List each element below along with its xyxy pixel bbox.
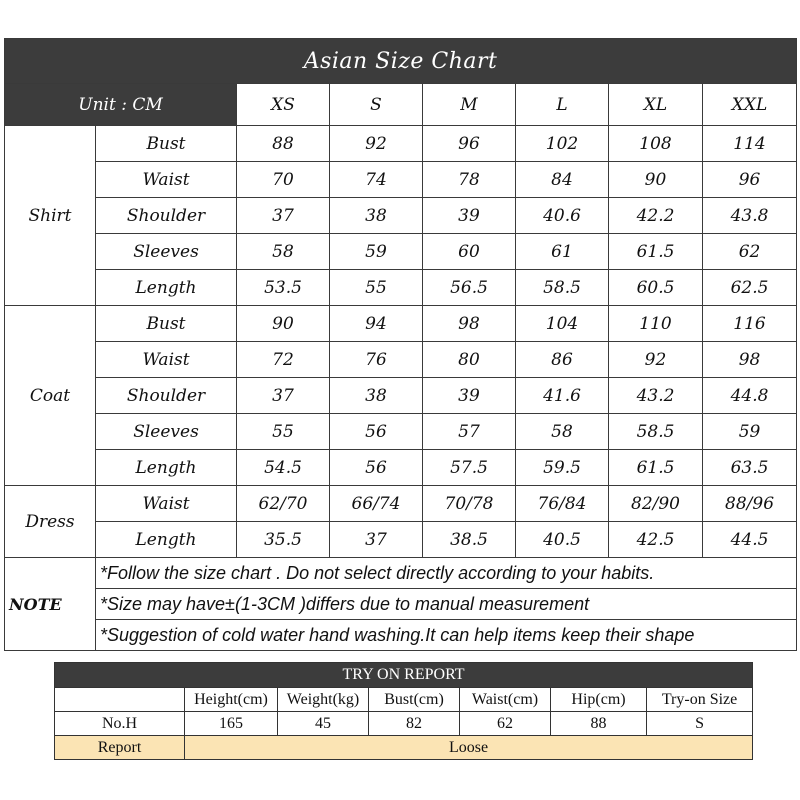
measure-value: 60.5	[609, 270, 703, 306]
note-row	[5, 558, 797, 589]
measure-label: Length	[96, 522, 237, 558]
try-on-value: 45	[278, 712, 369, 736]
measure-value: 70	[237, 162, 330, 198]
measure-value: 57.5	[423, 450, 516, 486]
measure-value: 86	[516, 342, 609, 378]
measure-value: 43.2	[609, 378, 703, 414]
measure-value: 38.5	[423, 522, 516, 558]
measure-value: 40.5	[516, 522, 609, 558]
note-line: *Suggestion of cold water hand washing.It can help items keep their shape	[96, 620, 797, 651]
measure-value: 42.5	[609, 522, 703, 558]
group-label-dress: Dress	[5, 486, 96, 558]
size-header-xl: XL	[609, 84, 703, 126]
measure-row	[5, 450, 797, 486]
measure-value: 40.6	[516, 198, 609, 234]
note-line: *Follow the size chart . Do not select directly according to your habits.	[96, 558, 797, 589]
try-on-value: 88	[551, 712, 647, 736]
size-header-xxl: XXL	[703, 84, 797, 126]
try-on-values-row	[55, 712, 753, 736]
measure-label: Length	[96, 270, 237, 306]
measure-value: 59.5	[516, 450, 609, 486]
measure-label: Bust	[96, 306, 237, 342]
measure-value: 80	[423, 342, 516, 378]
measure-value: 72	[237, 342, 330, 378]
try-on-row-label: No.H	[55, 712, 185, 736]
measure-row	[5, 414, 797, 450]
measure-value: 84	[516, 162, 609, 198]
measure-label: Shoulder	[96, 378, 237, 414]
note-label: NOTE	[5, 558, 96, 651]
measure-row	[5, 306, 797, 342]
try-on-header: Height(cm)	[185, 688, 278, 712]
measure-label: Sleeves	[96, 414, 237, 450]
measure-value: 44.5	[703, 522, 797, 558]
size-chart-table	[4, 38, 797, 651]
measure-row	[5, 270, 797, 306]
group-label-shirt: Shirt	[5, 126, 96, 306]
measure-value: 92	[330, 126, 423, 162]
try-on-report-row	[55, 736, 753, 760]
size-header-s: S	[330, 84, 423, 126]
measure-value: 66/74	[330, 486, 423, 522]
measure-value: 110	[609, 306, 703, 342]
measure-value: 43.8	[703, 198, 797, 234]
unit-label: Unit : CM	[5, 84, 237, 126]
measure-value: 90	[237, 306, 330, 342]
measure-value: 70/78	[423, 486, 516, 522]
measure-value: 90	[609, 162, 703, 198]
try-on-header-empty	[55, 688, 185, 712]
measure-row	[5, 234, 797, 270]
note-row	[5, 620, 797, 651]
report-value: Loose	[185, 736, 753, 760]
measure-value: 63.5	[703, 450, 797, 486]
try-on-header-row	[55, 688, 753, 712]
measure-value: 98	[703, 342, 797, 378]
try-on-value: S	[647, 712, 753, 736]
measure-value: 37	[237, 198, 330, 234]
measure-value: 37	[330, 522, 423, 558]
measure-label: Waist	[96, 162, 237, 198]
measure-value: 59	[330, 234, 423, 270]
try-on-header: Try-on Size	[647, 688, 753, 712]
measure-value: 39	[423, 198, 516, 234]
measure-value: 41.6	[516, 378, 609, 414]
try-on-header: Weight(kg)	[278, 688, 369, 712]
size-header-m: M	[423, 84, 516, 126]
note-line: *Size may have±(1-3CM )differs due to manual measurement	[96, 589, 797, 620]
try-on-value: 62	[460, 712, 551, 736]
measure-value: 98	[423, 306, 516, 342]
measure-value: 55	[237, 414, 330, 450]
measure-row	[5, 486, 797, 522]
measure-value: 96	[423, 126, 516, 162]
measure-value: 96	[703, 162, 797, 198]
measure-value: 37	[237, 378, 330, 414]
try-on-header: Bust(cm)	[369, 688, 460, 712]
measure-value: 38	[330, 378, 423, 414]
measure-value: 82/90	[609, 486, 703, 522]
measure-label: Sleeves	[96, 234, 237, 270]
measure-value: 62	[703, 234, 797, 270]
measure-value: 44.8	[703, 378, 797, 414]
measure-value: 94	[330, 306, 423, 342]
measure-value: 88/96	[703, 486, 797, 522]
measure-value: 116	[703, 306, 797, 342]
measure-value: 92	[609, 342, 703, 378]
group-label-coat: Coat	[5, 306, 96, 486]
measure-value: 61.5	[609, 234, 703, 270]
measure-row	[5, 522, 797, 558]
size-header-l: L	[516, 84, 609, 126]
measure-value: 53.5	[237, 270, 330, 306]
measure-value: 54.5	[237, 450, 330, 486]
measure-row	[5, 342, 797, 378]
try-on-body	[55, 663, 753, 760]
measure-value: 74	[330, 162, 423, 198]
measure-value: 114	[703, 126, 797, 162]
measure-value: 59	[703, 414, 797, 450]
measure-row	[5, 378, 797, 414]
measure-label: Shoulder	[96, 198, 237, 234]
chart-title-row	[5, 39, 797, 84]
try-on-header: Waist(cm)	[460, 688, 551, 712]
size-header-row	[5, 84, 797, 126]
measure-value: 56	[330, 414, 423, 450]
measure-value: 76	[330, 342, 423, 378]
try-on-report-table	[54, 662, 753, 760]
measure-value: 76/84	[516, 486, 609, 522]
measure-value: 58	[516, 414, 609, 450]
measure-value: 61.5	[609, 450, 703, 486]
measure-value: 38	[330, 198, 423, 234]
measure-value: 62.5	[703, 270, 797, 306]
measure-value: 56	[330, 450, 423, 486]
size-header-xs: XS	[237, 84, 330, 126]
measure-value: 58	[237, 234, 330, 270]
report-label: Report	[55, 736, 185, 760]
chart-title: Asian Size Chart	[5, 39, 797, 84]
try-on-title-row	[55, 663, 753, 688]
measure-row	[5, 162, 797, 198]
measure-label: Bust	[96, 126, 237, 162]
measure-label: Length	[96, 450, 237, 486]
try-on-value: 82	[369, 712, 460, 736]
measure-label: Waist	[96, 486, 237, 522]
measure-value: 57	[423, 414, 516, 450]
measure-value: 60	[423, 234, 516, 270]
measure-value: 58.5	[516, 270, 609, 306]
measure-value: 35.5	[237, 522, 330, 558]
measure-value: 58.5	[609, 414, 703, 450]
measure-value: 55	[330, 270, 423, 306]
try-on-header: Hip(cm)	[551, 688, 647, 712]
measure-value: 39	[423, 378, 516, 414]
measure-value: 61	[516, 234, 609, 270]
measure-value: 88	[237, 126, 330, 162]
measure-row	[5, 198, 797, 234]
measure-value: 104	[516, 306, 609, 342]
measure-value: 56.5	[423, 270, 516, 306]
try-on-title: TRY ON REPORT	[55, 663, 753, 688]
size-chart-body	[5, 39, 797, 651]
try-on-value: 165	[185, 712, 278, 736]
measure-value: 78	[423, 162, 516, 198]
measure-value: 102	[516, 126, 609, 162]
measure-row	[5, 126, 797, 162]
note-row	[5, 589, 797, 620]
measure-value: 108	[609, 126, 703, 162]
measure-value: 42.2	[609, 198, 703, 234]
measure-value: 62/70	[237, 486, 330, 522]
measure-label: Waist	[96, 342, 237, 378]
